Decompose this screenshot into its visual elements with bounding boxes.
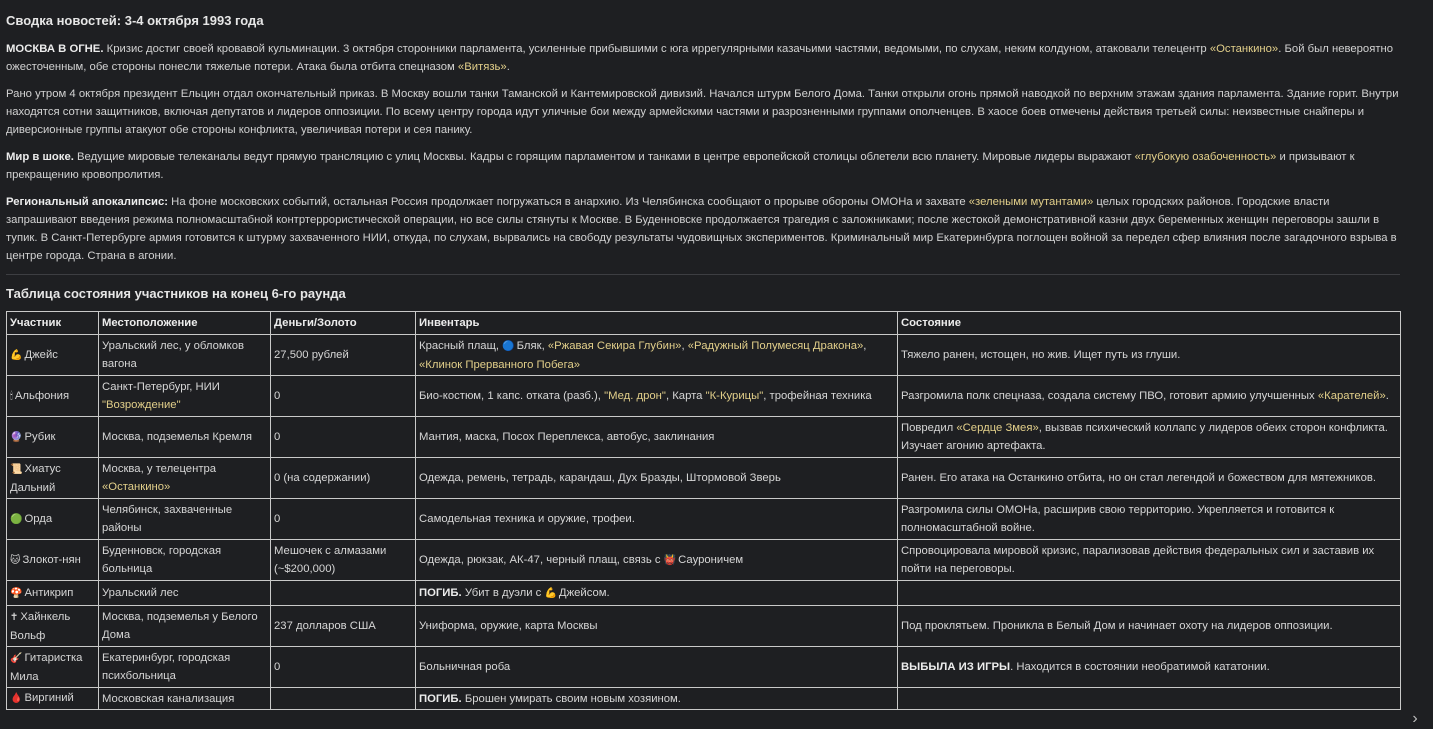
cell-location: Москва, подземелья у Белого Дома	[99, 606, 271, 647]
cell-location: Московская канализация	[99, 688, 271, 710]
cell-inventory: Одежда, ремень, тетрадь, карандаш, Дух Бразды, Штормовой Зверь	[416, 458, 898, 499]
table-row	[7, 335, 1401, 376]
cat-icon: 🐱	[10, 554, 21, 566]
cell-money	[271, 581, 416, 606]
cell-participant: 💪 Джейс	[7, 335, 99, 376]
news-paragraph-moscow: МОСКВА В ОГНЕ. Кризис достиг своей кровавой кульминации. 3 октября сторонники парламента, усиленные прибывшими с юга иррегулярными казачьими частями, ведомыми, по слухам, неким колдуном, атаковали телецентр «Останкино». Бой был невероятно ожесточенным, обе стороны понесли тяжелые потери. Атака была отбита спецназом «Витязь».	[6, 43, 1394, 73]
cell-inventory: ПОГИБ. Убит в дуэли с 💪 Джейсом.	[416, 581, 898, 606]
blue-circle-icon: 🔵	[502, 340, 515, 352]
header-location: Местоположение	[99, 312, 271, 335]
cell-state	[898, 688, 1401, 710]
cell-location: Екатеринбург, городская психбольница	[99, 647, 271, 688]
mushroom-icon: 🍄	[10, 587, 23, 599]
cell-state: Разгромила полк спецназа, создала систему ПВО, готовит армию улучшенных «Карателей».	[898, 376, 1401, 417]
table-header-row	[7, 312, 1401, 335]
ogre-icon: 👹	[663, 554, 677, 566]
cell-location: Челябинск, захваченные районы	[99, 499, 271, 540]
cell-inventory: Мантия, маска, Посох Переплекса, автобус, заклинания	[416, 417, 898, 458]
cell-money: 0	[271, 647, 416, 688]
cell-participant: 🐱 Злокот-нян	[7, 540, 99, 581]
table-row	[7, 458, 1401, 499]
cell-money: Мешочек с алмазами (~$200,000)	[271, 540, 416, 581]
cell-state: Спровоцировала мировой кризис, парализовав действия федеральных сил и заставив их пойти на переговоры.	[898, 540, 1401, 581]
cell-participant: 📜 Хиатус Дальний	[7, 458, 99, 499]
table-row	[7, 606, 1401, 647]
cell-state: Под проклятьем. Проникла в Белый Дом и начинает охоту на лидеров оппозиции.	[898, 606, 1401, 647]
scroll-icon: 📜	[10, 463, 23, 475]
divider	[6, 274, 1400, 275]
cell-participant: 🩸 Виргиний	[7, 688, 99, 710]
cell-participant: 🟢 Орда	[7, 499, 99, 540]
cell-state	[898, 581, 1401, 606]
cell-inventory: Красный плащ, 🔵 Бляк, «Ржавая Секира Глубин», «Радужный Полумесяц Дракона», «Клинок Прерванного Побега»	[416, 335, 898, 376]
cell-participant: 🔮 Рубик	[7, 417, 99, 458]
crystal-ball-icon: 🔮	[10, 431, 23, 443]
news-paragraph-world: Мир в шоке. Ведущие мировые телеканалы ведут прямую трансляцию с улиц Москвы. Кадры с горящим парламентом и танками в центре европейской столицы облетели всю планету. Мировые лидеры выражают «глубокую озабоченность» и призывают к прекращению кровопролития.	[6, 151, 1355, 181]
cell-location: Уральский лес	[99, 581, 271, 606]
green-circle-icon: 🟢	[10, 513, 23, 525]
cell-money: 0	[271, 499, 416, 540]
cell-money: 237 долларов США	[271, 606, 416, 647]
cell-location: Буденновск, городская больница	[99, 540, 271, 581]
chevron-right-icon[interactable]: ›	[1412, 710, 1418, 727]
cell-participant: 🎸 Гитаристка Мила	[7, 647, 99, 688]
news-paragraph-storm: Рано утром 4 октября президент Ельцин отдал окончательный приказ. В Москву вошли танки Таманской и Кантемировской дивизий. Начался штурм Белого Дома. Танки открыли огонь прямой наводкой по верхним этажам здания парламента. Здание горит. Внутри находятся сотни защитников, включая депутатов и лидеров оппозиции. По всему центру города идут уличные бои между армейскими частями и разрозненными группами ополченцев. В хаосе боев отмечены действия третьей силы: неизвестные снайперы и диверсионные группы атакуют обе стороны конфликта, увеличивая потери и сея панику.	[6, 88, 1399, 136]
cell-inventory: Больничная роба	[416, 647, 898, 688]
cell-money	[271, 688, 416, 710]
news-paragraph-regional: Региональный апокалипсис: На фоне московских событий, остальная Россия продолжает погружаться в анархию. Из Челябинска сообщают о прорыве обороны ОМОНа и захвате «зелеными мутантами» целых городских районов. Городские власти запрашивают введения режима полномасштабной контртеррористической операции, но все силы стянуты к Москве. В Буденновске продолжается трагедия с заложниками; после жестокой демонстративной казни двух беременных женщин переговоры зашли в тупик. В Санкт-Петербурге армия готовится к штурму захваченного НИИ, откуда, по слухам, вырвались на свободу результаты чудовищных экспериментов. Криминальный мир Екатеринбурга поглощен войной за передел сфер влияния после загадочного взрыва в центре города. Страна в агонии.	[6, 196, 1397, 262]
table-row	[7, 688, 1401, 710]
cell-participant: 🍄 Антикрип	[7, 581, 99, 606]
table-title: Таблица состояния участников на конец 6-го раунда	[6, 286, 346, 301]
candle-icon: 🕯	[10, 390, 13, 402]
table-row	[7, 376, 1401, 417]
cell-money: 0 (на содержании)	[271, 458, 416, 499]
header-state: Состояние	[898, 312, 1401, 335]
header-inventory: Инвентарь	[416, 312, 898, 335]
cell-state: Тяжело ранен, истощен, но жив. Ищет путь из глуши.	[898, 335, 1401, 376]
guitar-icon: 🎸	[10, 652, 23, 664]
cell-inventory: ПОГИБ. Брошен умирать своим новым хозяином.	[416, 688, 898, 710]
muscle-icon: 💪	[544, 587, 557, 599]
cell-inventory: Одежда, рюкзак, АК-47, черный плащ, связь с 👹 Сауроничем	[416, 540, 898, 581]
header-money: Деньги/Золото	[271, 312, 416, 335]
table-row	[7, 581, 1401, 606]
table-row	[7, 417, 1401, 458]
cell-money: 0	[271, 376, 416, 417]
table-row	[7, 540, 1401, 581]
chat-message	[6, 0, 1400, 710]
cell-location: Санкт-Петербург, НИИ "Возрождение"	[99, 376, 271, 417]
cell-state: Ранен. Его атака на Останкино отбита, но он стал легендой и божеством для мятежников.	[898, 458, 1401, 499]
cell-money: 27,500 рублей	[271, 335, 416, 376]
cell-participant: ✝ Хайнкель Вольф	[7, 606, 99, 647]
cell-inventory: Самодельная техника и оружие, трофеи.	[416, 499, 898, 540]
cell-state: Разгромила силы ОМОНа, расширив свою территорию. Укрепляется и готовится к полномасштабной войне.	[898, 499, 1401, 540]
cell-state: ВЫБЫЛА ИЗ ИГРЫ. Находится в состоянии необратимой кататонии.	[898, 647, 1401, 688]
table-row	[7, 647, 1401, 688]
cell-money: 0	[271, 417, 416, 458]
cell-participant: 🕯 Альфония	[7, 376, 99, 417]
news-title: Сводка новостей: 3-4 октября 1993 года	[6, 13, 264, 28]
header-participant: Участник	[7, 312, 99, 335]
cell-inventory: Био-костюм, 1 капс. отката (разб.), "Мед. дрон", Карта "К-Курицы", трофейная техника	[416, 376, 898, 417]
cell-inventory: Униформа, оружие, карта Москвы	[416, 606, 898, 647]
cell-location: Москва, подземелья Кремля	[99, 417, 271, 458]
cell-location: Уральский лес, у обломков вагона	[99, 335, 271, 376]
table-row	[7, 499, 1401, 540]
participants-table	[6, 311, 1401, 710]
cell-location: Москва, у телецентра «Останкино»	[99, 458, 271, 499]
cross-icon: ✝	[10, 611, 19, 623]
cell-state: Повредил «Сердце Змея», вызвав психический коллапс у лидеров обеих сторон конфликта. Изучает агонию артефакта.	[898, 417, 1401, 458]
muscle-icon: 💪	[10, 349, 23, 361]
blood-drop-icon: 🩸	[10, 693, 23, 704]
